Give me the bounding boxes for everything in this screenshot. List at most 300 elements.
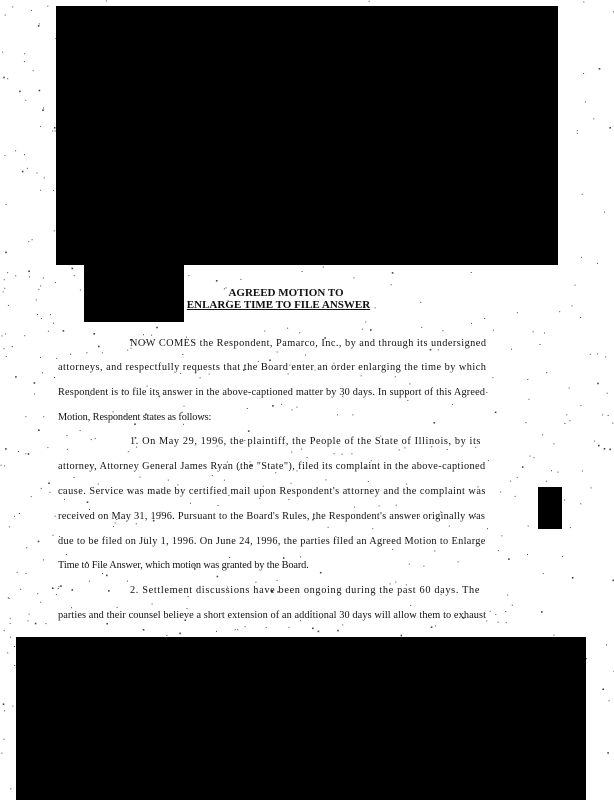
speckle (38, 289, 39, 290)
speckle (337, 630, 339, 632)
speckle (106, 575, 108, 577)
speckle (74, 275, 75, 276)
speckle (337, 414, 338, 415)
speckle (583, 2, 584, 3)
speckle (3, 291, 4, 292)
redaction-top (56, 6, 558, 265)
speckle (12, 6, 13, 7)
speckle (184, 406, 185, 407)
body-line-7: cause. Service was made by certified mail upon Respondent's attorney and the complaint was (58, 486, 486, 497)
speckle (320, 572, 322, 574)
speckle (607, 393, 608, 394)
speckle (582, 471, 583, 472)
speckle (31, 10, 32, 11)
speckle (66, 554, 67, 555)
speckle (22, 171, 24, 173)
speckle (66, 435, 67, 436)
speckle (143, 334, 144, 335)
speckle (281, 404, 282, 405)
speckle (24, 61, 25, 62)
speckle (599, 68, 601, 70)
speckle (609, 127, 611, 129)
speckle (449, 526, 450, 527)
speckle (559, 311, 560, 312)
speckle (525, 422, 526, 423)
speckle (370, 329, 372, 331)
speckle (10, 788, 11, 789)
speckle (63, 330, 65, 332)
speckle (606, 644, 607, 645)
speckle (420, 302, 421, 303)
speckle (508, 558, 510, 560)
speckle (12, 346, 13, 347)
speckle (354, 277, 355, 278)
speckle (517, 312, 518, 313)
speckle (3, 703, 5, 705)
speckle (179, 633, 181, 635)
speckle (435, 625, 436, 626)
speckle (200, 377, 201, 378)
speckle (2, 52, 3, 53)
speckle (442, 330, 443, 331)
speckle (24, 154, 25, 155)
speckle (87, 501, 89, 503)
speckle (318, 631, 320, 633)
speckle (25, 416, 26, 417)
speckle (289, 627, 290, 628)
speckle (5, 252, 7, 254)
speckle (598, 445, 600, 447)
redaction-left-block (84, 262, 184, 322)
speckle (604, 212, 605, 213)
speckle (354, 507, 355, 508)
speckle (91, 439, 92, 440)
speckle (128, 451, 129, 452)
speckle (507, 595, 508, 596)
speckle (498, 622, 499, 623)
speckle (527, 554, 528, 555)
speckle (594, 441, 595, 442)
speckle (255, 582, 256, 583)
speckle (28, 620, 29, 621)
speckle (64, 499, 65, 500)
speckle (248, 430, 250, 432)
speckle (541, 611, 543, 613)
speckle (434, 422, 436, 424)
speckle (564, 423, 565, 424)
speckle (259, 498, 260, 499)
document-title-line-2: ENLARGE TIME TO FILE ANSWER (186, 299, 371, 311)
speckle (40, 357, 41, 358)
speckle (217, 576, 219, 578)
speckle (544, 333, 545, 334)
speckle (3, 77, 5, 79)
speckle (56, 358, 57, 359)
speckle (529, 399, 530, 400)
speckle (40, 285, 41, 286)
speckle (212, 475, 213, 476)
speckle (471, 323, 472, 324)
speckle (53, 535, 54, 536)
speckle (19, 91, 21, 93)
speckle (127, 581, 128, 582)
speckle (328, 527, 329, 528)
speckle (546, 481, 547, 482)
speckle (35, 623, 37, 625)
speckle (182, 354, 183, 355)
speckle (326, 479, 327, 480)
body-line-10: Time to File Answer, which motion was granted by the Board. (58, 560, 309, 571)
speckle (551, 470, 552, 471)
speckle (409, 564, 410, 565)
speckle (533, 331, 534, 332)
speckle (287, 328, 288, 329)
speckle (1, 753, 2, 754)
speckle (409, 383, 410, 384)
speckle (542, 434, 543, 435)
speckle (431, 626, 433, 628)
speckle (522, 466, 524, 468)
speckle (43, 416, 44, 417)
speckle (323, 267, 324, 268)
speckle (365, 322, 366, 323)
speckle (72, 268, 74, 270)
speckle (235, 629, 236, 630)
speckle (43, 559, 44, 560)
document-title-line-1: AGREED MOTION TO (228, 287, 344, 299)
speckle (562, 556, 563, 557)
speckle (575, 285, 576, 286)
speckle (546, 372, 547, 373)
speckle (10, 618, 11, 619)
speckle (351, 453, 352, 454)
speckle (43, 108, 44, 109)
speckle (486, 621, 487, 622)
speckle (510, 481, 511, 482)
speckle (40, 190, 41, 191)
speckle (17, 572, 18, 573)
speckle (38, 25, 40, 27)
speckle (4, 288, 5, 289)
speckle (553, 635, 554, 636)
speckle (500, 491, 501, 492)
speckle (54, 230, 55, 231)
speckle (395, 582, 396, 583)
speckle (29, 276, 30, 277)
speckle (506, 622, 507, 623)
speckle (553, 443, 554, 444)
body-line-8: received on May 31, 1996. Pursuant to the Board's Rules, the Respondent's answer originally was (58, 511, 486, 522)
speckle (10, 623, 11, 624)
speckle (224, 480, 225, 481)
speckle (5, 334, 6, 335)
speckle (67, 449, 68, 450)
speckle (34, 382, 36, 384)
speckle (490, 611, 491, 612)
speckle (37, 314, 38, 315)
speckle (458, 561, 459, 562)
speckle (139, 477, 140, 478)
speckle (28, 241, 29, 242)
speckle (93, 333, 95, 335)
speckle (527, 379, 528, 380)
speckle (4, 279, 5, 280)
speckle (569, 420, 570, 421)
body-line-3: Respondent is to file its answer in the above-captioned matter by 30 days. In support of this Agreed (58, 387, 486, 398)
speckle (28, 270, 30, 272)
speckle (188, 275, 189, 276)
speckle (8, 305, 9, 306)
speckle (55, 282, 56, 283)
speckle (89, 581, 90, 582)
speckle (392, 549, 393, 550)
speckle (612, 423, 613, 424)
speckle (493, 330, 494, 331)
speckle (300, 556, 301, 557)
speckle (395, 376, 396, 377)
speckle (5, 448, 7, 450)
speckle (307, 457, 308, 458)
speckle (74, 477, 75, 478)
speckle (113, 526, 114, 527)
speckle (24, 53, 25, 54)
speckle (50, 492, 51, 493)
speckle (590, 354, 591, 355)
speckle (488, 460, 489, 461)
speckle (117, 607, 118, 608)
speckle (452, 404, 453, 405)
speckle (50, 314, 51, 315)
speckle (55, 516, 56, 517)
speckle (369, 1, 370, 2)
speckle (108, 590, 110, 592)
body-line-6: attorney, Attorney General James Ryan (the "State"), filed its complaint in the above-captioned (58, 461, 486, 472)
speckle (95, 438, 96, 439)
speckle (151, 335, 152, 336)
speckle (54, 377, 55, 378)
speckle (396, 505, 397, 506)
speckle (19, 513, 20, 514)
speckle (410, 605, 411, 606)
body-line-12: parties and their counsel believe a short extension of an additional 30 days will allow them to exhaust (58, 610, 487, 621)
speckle (569, 388, 570, 389)
speckle (361, 375, 362, 376)
speckle (53, 190, 54, 191)
speckle (517, 477, 518, 478)
body-line-11: 2. Settlement discussions have been ongoing during the past 60 days. The (130, 585, 481, 596)
speckle (6, 356, 7, 357)
speckle (302, 271, 303, 272)
speckle (512, 605, 513, 606)
speckle (58, 588, 59, 589)
speckle (143, 629, 145, 631)
speckle (392, 272, 394, 274)
speckle (305, 355, 306, 356)
speckle (42, 372, 43, 373)
speckle (38, 429, 40, 431)
speckle (487, 528, 488, 529)
speckle (45, 623, 46, 624)
speckle (597, 263, 598, 264)
speckle (423, 566, 424, 567)
speckle (47, 6, 48, 7)
speckle (127, 350, 128, 351)
speckle (4, 465, 5, 466)
speckle (607, 752, 609, 754)
speckle (53, 323, 54, 324)
speckle (86, 352, 87, 353)
speckle (237, 629, 238, 630)
speckle (1, 465, 2, 466)
speckle (42, 109, 44, 111)
speckle (580, 317, 581, 318)
speckle (540, 344, 541, 345)
speckle (4, 155, 5, 156)
speckle (583, 73, 584, 74)
body-line-2: attorneys, and respectfully requests that the Board enter an order enlarging the time by which (58, 362, 487, 373)
speckle (399, 449, 400, 450)
speckle (342, 454, 343, 455)
redaction-right-tab (538, 487, 562, 529)
speckle (40, 602, 41, 603)
speckle (9, 526, 10, 527)
speckle (534, 457, 535, 458)
speckle (572, 577, 574, 579)
speckle (505, 611, 506, 612)
speckle (34, 393, 35, 394)
speckle (277, 580, 278, 581)
speckle (44, 177, 45, 178)
speckle (312, 628, 314, 630)
speckle (368, 481, 369, 482)
speckle (264, 331, 265, 332)
speckle (581, 257, 582, 258)
speckle (166, 635, 167, 636)
speckle (240, 279, 241, 280)
speckle (604, 448, 606, 450)
speckle (7, 78, 8, 79)
speckle (12, 706, 13, 707)
speckle (495, 412, 497, 414)
speckle (15, 275, 16, 276)
speckle (14, 516, 15, 517)
speckle (609, 700, 610, 701)
speckle (564, 500, 565, 501)
speckle (566, 414, 567, 415)
speckle (570, 527, 571, 528)
speckle (291, 483, 292, 484)
speckle (102, 573, 103, 574)
speckle (52, 131, 53, 132)
speckle (299, 332, 300, 333)
speckle (24, 335, 25, 336)
speckle (352, 414, 353, 415)
speckle (6, 204, 7, 205)
speckle (247, 408, 248, 409)
speckle (609, 449, 611, 451)
speckle (530, 456, 531, 457)
speckle (39, 90, 41, 92)
speckle (511, 349, 512, 350)
speckle (31, 496, 32, 497)
speckle (40, 126, 41, 127)
speckle (156, 327, 158, 329)
speckle (27, 168, 28, 169)
speckle (43, 278, 44, 279)
speckle (580, 503, 581, 504)
speckle (36, 299, 37, 300)
speckle (10, 637, 11, 638)
speckle (26, 547, 27, 548)
speckle (218, 505, 219, 506)
speckle (245, 626, 246, 627)
speckle (18, 451, 19, 452)
speckle (421, 327, 422, 328)
speckle (602, 414, 603, 415)
speckle (70, 354, 71, 355)
speckle (577, 130, 578, 131)
speckle (605, 357, 606, 358)
speckle (52, 587, 54, 589)
speckle (106, 1, 107, 2)
speckle (586, 658, 587, 659)
speckle (168, 480, 169, 481)
speckle (391, 284, 392, 285)
speckle (3, 739, 4, 740)
speckle (277, 352, 278, 353)
body-line-5: 1. On May 29, 1996, the plaintiff, the People of the State of Illinois, by its (130, 436, 482, 447)
speckle (190, 503, 191, 504)
speckle (41, 318, 42, 319)
body-line-1: NOW COMES the Respondent, Pamarco, Inc., by and through its undersigned (130, 338, 487, 349)
speckle (47, 447, 48, 448)
speckle (15, 150, 16, 151)
speckle (59, 586, 60, 587)
speckle (9, 598, 10, 599)
speckle (15, 376, 17, 378)
speckle (577, 133, 578, 134)
speckle (301, 449, 302, 450)
speckle (80, 430, 81, 431)
speckle (4, 348, 5, 349)
redaction-bottom (16, 637, 586, 800)
speckle (447, 449, 448, 450)
speckle (39, 23, 40, 24)
speckle (528, 526, 529, 527)
body-line-9: due to be filed on July 1, 1996. On June 24, 1996, the parties filed an Agreed Motion to Enlarge (58, 536, 486, 547)
speckle (582, 194, 583, 195)
speckle (434, 550, 435, 551)
speckle (580, 405, 581, 406)
body-line-4: Motion, Respondent states as follows: (58, 412, 212, 423)
speckle (106, 623, 108, 625)
speckle (543, 573, 544, 574)
speckle (484, 318, 485, 319)
speckle (515, 496, 516, 497)
speckle (102, 352, 103, 353)
speckle (229, 557, 230, 558)
speckle (37, 593, 38, 594)
speckle (334, 453, 335, 454)
speckle (25, 453, 26, 454)
speckle (342, 624, 343, 625)
speckle (585, 101, 586, 102)
speckle (56, 594, 57, 595)
speckle (29, 614, 30, 615)
speckle (272, 405, 274, 407)
speckle (602, 689, 604, 691)
speckle (593, 118, 594, 119)
